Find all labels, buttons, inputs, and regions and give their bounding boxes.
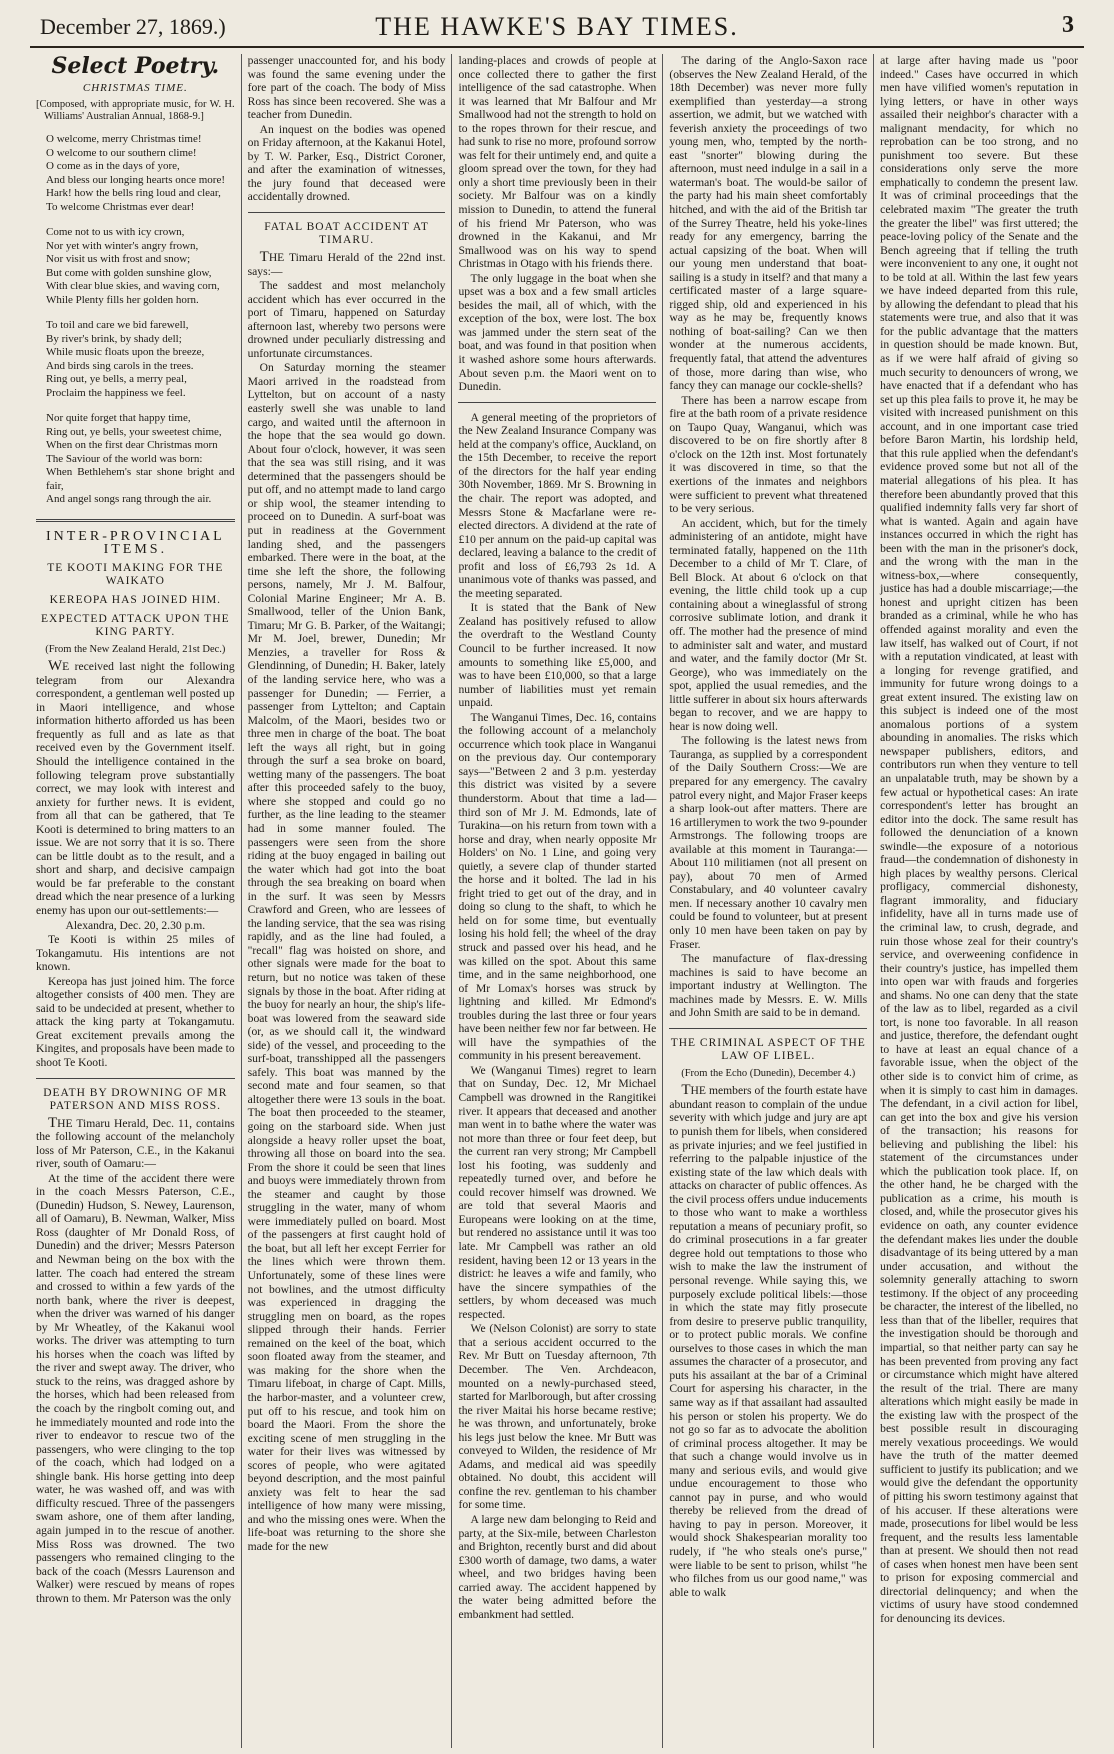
poem-line: Nor yet with winter's angry frown, <box>46 239 199 252</box>
paragraph: We (Nelson Colonist) are sorry to state that a serious accident occurred to the Rev. Mr Butt on Tuesday afternoon, 7th December. The Ven. Archdeacon, mounted on a newly-purchased steed, started for Marlborough, but after crossing the river Maitai his horse became restive; he was thrown, and unfortunately, broke his legs just below the knee. Mr Butt was conveyed to Wilden, the residence of Mr Adams, and medical aid was speedily obtained. No doubt, this accident will confine the rev. gentleman to his chamber for some time. <box>458 1322 657 1512</box>
poem-line: Hark! how the bells ring loud and clear, <box>46 187 221 200</box>
paragraph: On Saturday morning the steamer Maori arrived in the roadstead from Lyttelton, but on account of a nasty easterly swell she was unable to land cargo, and waited until the afternoon in the hope that the sea would go down. About four o'clock, however, it was seen that the sea was still rising, and it was determined that the passengers should be put off, and no attempt made to land cargo or ship wool, the steamer intending to proceed on to Dunedin. A surf-boat was put in readiness at the Government landing shed, and the passengers embarked. There were in the boat, at the time she left the shore, the following persons, namely, Mr J. M. Balfour, Colonial Marine Engineer; Mr A. B. Smallwood, teller of the Union Bank, Timaru; Mr G. B. Parker, of the Waitangi; Mr M. Joel, brewer, Dunedin; Mr Menzies, a traveller for Ross & Glendinning, of Dunedin; H. Baker, lately of the landing service here, who was a passenger for Dunedin; — Ferrier, a passenger from Lyttelton; and Captain Malcolm, of the Maori, besides two or three men in charge of the boat. The boat left the ways all right, but in going through the surf a sea broke on board, wetting many of the passengers. The boat after this proceeded safely to the buoy, where she stopped and could go no further, as the line leading to the steamer had in some manner fouled. The passengers were seen from the shore riding at the buoy engaged in bailing out the water which had got into the boat through the sea breaking on board when in the surf. It was seen by Messrs Crawford and Green, who are lessees of the landing service, that the sea was rising rapidly, and as the line had fouled, a "recall" flag was hoisted on shore, and other signals were made for the boat to return, but no notice was taken of these signals by those in the boat. After riding at the buoy for nearly an hour, the ship's life-boat was lowered from the seaward side (or, as we should call it, the windward side) of the vessel, and proceeding to the surf-boat, transshipped all the passengers safely. This boat was manned by the second mate and four seamen, so that altogether there were 13 souls in the boat. The boat then proceeded to the steamer, going on the starboard side. When just alongside a heavy roller upset the boat, throwing all those on board into the sea. From the shore it could be seen that lines and buoys were immediately thrown from the steamer and caught by those struggling in the water, many of whom were immediately pulled on board. Most of the passengers at first caught hold of the boat, but all left her except Ferrier for the lines which were thrown them. Unfortunately, some of these lines were not bowlines, and the utmost difficulty was experienced in dragging the struggling men on board, as the ropes slipped through their hands. Ferrier remained on the keel of the boat, which soon floated away from the steamer, and was making for the shore when the Timaru lifeboat, in charge of Capt. Mills, the harbor-master, and a volunteer crew, put off to his rescue, and took him on board the Maori. From the shore the exciting scene of men struggling in the water for their lives was witnessed by scores of people, who were agitated beyond description, and the most painful anxiety was felt to hear the sad intelligence of how many were missing, and who the missing ones were. When the life-boat was returning to the shore she made for the new <box>247 361 446 1553</box>
article-source: (From the New Zealand Herald, 21st Dec.) <box>45 643 226 655</box>
paragraph: THE Timaru Herald, Dec. 11, contains the following account of the melancholy loss of Mr Paterson, C.E., in the Kakanui river, south of Oamaru:— <box>36 1114 235 1171</box>
paragraph: THE members of the fourth estate have abundant reason to complain of the undue severity with which judge and jury are apt to punish them for libels, when considered as private injuries; and we feel justified in referring to the palpable injustice of the existing state of the law which deals with attacks on character of public offences. As the civil process offers undue inducements to those who want to make a worthless reputation a means of pecuniary profit, so do criminal prosecutions in a far greater degree hold out temptations to those who wish to make the law the instrument of personal revenge. While saying this, we purposely exclude political libels:—those in which the state may fitly prosecute from desire to preserve public tranquility, or to protect public morals. We confine ourselves to those cases in which the man assumes the character of a prosecutor, and puts his assailant at the bar of a Criminal Court for aspersing his character, in the same way as if that assailant had assaulted his person or stolen his property. We do not go so far as to advocate the abolition of criminal process altogether. It may be that such a change would involve us in many and serious evils, and would give undue encouragement to those who cannot pay in purse, and who would thereby be relieved from the dread of having to pay in person. Moreover, it would shock Shakespearian morality too rudely, if "he who steals one's purse," were liable to be sent to prison, whilst "he who filches from us our good name," was able to walk <box>669 1082 868 1599</box>
paragraph: WE received last night the following telegram from our Alexandra correspondent, a gentleman well posted up in Maori intelligence, and whose information hitherto afforded us has been frequently as full and as late as that received even by the Government itself. Should the intelligence contained in the following telegram prove substantially correct, we may look with interest and anxiety for further news. It is evident, from all that can be gathered, that Te Kooti is determined to bring matters to an issue. We are not sorry that it is so. There can be little doubt as to the result, and a short and sharp, and decisive campaign would be far preferable to the constant dread which the near presence of a lurking enemy has upon our out-settlements:— <box>36 658 235 917</box>
article-heading: FATAL BOAT ACCIDENT AT TIMARU. <box>264 221 429 247</box>
paragraph: The following is the latest news from Tauranga, as supplied by a correspondent of the Daily Southern Cross:—We are prepared for any emergency. The cavalry patrol every night, and Major Fraser keeps a sharp look-out after matters. There are 16 artillerymen to work the two 9-pounder Armstrongs. The following troops are available at this moment in Tauranga:—About 110 militiamen (not all present on pay), about 70 men of Armed Constabulary, and 40 volunteer cavalry men. If necessary another 10 cavalry men could be found to volunteer, but at present only 10 men have been taken on pay by Fraser. <box>669 734 868 951</box>
paragraph: passenger unaccounted for, and his body was found the same evening under the fore part of the coach. The body of Miss Ross has since been recovered. She was a teacher from Dunedin. <box>247 54 446 122</box>
poem-line: The Saviour of the world was born: <box>46 452 203 465</box>
column-1 <box>30 54 241 1748</box>
poem-line: Nor visit us with frost and snow; <box>46 253 191 266</box>
issue-date: December 27, 1869.) <box>40 14 226 39</box>
poem-stanza <box>46 412 235 507</box>
article-divider <box>669 1028 867 1029</box>
paragraph: at large after having made us "poor indeed." Cases have occurred in which men have vilified women's reputation in lying letters, or have in other ways assailed their neighbor's character with a malignant mendacity, for which no reprobation can be too strong, and no punishment too severe. But these considerations only serve the more emphatically to condemn the present law. It was of criminal proceedings that the celebrated maxim "The greater the truth the greater the libel" was first uttered; the peace-loving policy of the Senate and the Bench agreeing that if telling the truth were inconvenient to any one, it ought not to be told at all. Within the last few years we have indeed departed from this rule, by allowing the defendant to plead that his statements were true, and also that it was for the public advantage that the matters in question should be made known. But, as if we were half afraid of giving so much security to denouncers of wrong, we have enacted that if a defendant who has set up this plea fails to prove it, he may be visited with increased punishment on this account, and in one important case tried before Baron Martin, his lordship held, that this rule applied when the defendant's evidence proved some but not all of the material allegations of his plea. It has therefore been abundantly proved that this qualified indemnity falls very far short of what is wanted. Again and again have instances occurred in which the right has been with the man in the prisoner's dock, and the wrong with the man in the witness-box,—where consequently, justice has had a double miscarriage;—the honest and upright citizen has been branded as a criminal, while he who has offended against morality and even the law itself, has walked out of Court, if not with a reputation vindicated, at least with a longing for revenge gratified, and immunity for future wrong doings to a great extent insured. The existing law on this subject is indeed one of the most anomalous portions of a system abounding in anomalies. The risks which newspaper publishers, editors, and contributors run when they venture to tell an unpalatable truth, may be shown by a few actual or hypothetical cases: An irate correspondent's letter has brought an editor into the dock. The same result has followed the denunciation of a known swindle—the exposure of a notorious fraud—the condemnation of dishonesty in high places by wealthy persons. Clerical profligacy, commercial dishonesty, flagrant immorality, and fiduciary infidelity, have all in turns made use of the criminal law, to crush, degrade, and ruin those whose zeal for their country's service, and overweening confidence in their country's justice, has impelled them into open war with frauds and forgeries and shams. No one can deny that the state of the law as to libel, regarded as a civil tort, is none too favorable. In all reason and justice, therefore, the defendant ought to have at least an equal chance of a favorable issue, when the object of the other side is to convict him of crime, as when it is simply to cast him in damages. The defendant, in a civil action for libel, can get into the box and give his version of the transaction; his reasons for believing and publishing the libel: his statement of the circumstances under which the publication took place. If, on the other hand, he be charged with the publication as a crime, his mouth is closed, and, while the prosecutor gives his evidence on oath, any counter evidence the defendant makes lies under the double disadvantage of its being uttered by a man under accusation, and without the solemnity generally attaching to sworn testimony. If the object of any proceeding be character, the interest of the libelled, no less than that of the libeller, requires that the investigation should be thorough and impartial, so that neither party can say he has been prevented from proving any fact or circumstance which might have altered the result of the trial. There are many alterations which might easily be made in the existing law with the prospect of the best possible result in discouraging merely vexatious proceedings. We would have the truth of the matter deemed sufficient to justify its publication; and we would give the defendant the opportunity of pitting his sworn testimony against that of his accuser. If these alterations were made, prosecutions for libel would be less frequent, and the results less lamentable than at present. We should then not read of cases when honest men have been sent to prison for exposing commercial and directorial delinquency; and when the victims of usury have stood condemned for denouncing its devices. <box>880 54 1079 1625</box>
paragraph: The manufacture of flax-dressing machines is said to have become an important industry at Wellington. The machines made by Messrs. E. W. Mills and John Smith are said to be in demand. <box>669 952 868 1020</box>
poem-line: And angel songs rang through the air. <box>46 493 212 506</box>
poem-line: While music floats upon the breeze, <box>46 346 205 359</box>
poem-line: O welcome, merry Christmas time! <box>46 133 202 146</box>
article-heading: DEATH BY DROWNING OF MR PATERSON AND MISS ROSS. <box>43 1086 228 1112</box>
poem-line: Come not to us with icy crown, <box>46 226 185 239</box>
paragraph: The only luggage in the boat when she upset was a box and a few small articles besides the mail, all of which, with the exception of the box, were lost. The box was jammed under the stern seat of the boat, and was found in that position when it washed ashore some hours afterwards. About seven p.m. the Maori went on to Dunedin. <box>458 271 657 394</box>
section-heading: INTER-PROVINCIAL ITEMS. <box>45 528 225 557</box>
poem-line: Ring out, ye bells, your sweetest chime, <box>46 425 222 438</box>
paragraph: Te Kooti is within 25 miles of Tokangamutu. His intentions are not known. <box>36 933 235 974</box>
column-4 <box>662 54 873 1748</box>
article-source: (From the Echo (Dunedin), December 4.) <box>681 1067 856 1079</box>
poem-line: When on the first dear Christmas morn <box>46 439 218 452</box>
poem-credit: [Composed, with appropriate music, for W. H. Williams' Australian Annual, 1868-9.] <box>36 99 235 123</box>
poem-stanza <box>46 319 235 400</box>
paragraph: The saddest and most melancholy accident which has ever occurred in the port of Timaru, happened on Saturday afternoon last, whereby two persons were drowned under peculiarly distressing and unfortunate circumstances. <box>247 279 446 360</box>
paragraph: Kereopa has just joined him. The force altogether consists of 400 men. They are said to be undecided at present, whether to attack the king party at Tokangamutu. Great excitement prevails among the Kingites, and proposals have been made to shoot Te Kooti. <box>36 974 235 1069</box>
poem <box>36 133 235 507</box>
poem-line: Ring out, ye bells, a merry peal, <box>46 373 187 386</box>
column-5 <box>873 54 1084 1748</box>
article-subheading: KEREOPA HAS JOINED HIM. <box>49 593 222 606</box>
article-heading: TE KOOTI MAKING FOR THE WAIKATO <box>47 561 224 587</box>
poem-line: While Plenty fills her golden horn. <box>46 293 199 306</box>
newspaper-title: THE HAWKE'S BAY TIMES. <box>375 12 739 41</box>
poem-stanza <box>46 133 235 214</box>
article-subheading: EXPECTED ATTACK UPON THE KING PARTY. <box>40 612 230 638</box>
paragraph: It is stated that the Bank of New Zealand has positively refused to allow the overdraft to the Westland County Council to be further increased. It now amounts to something like £5,000, and was to have been £10,000, so that a large number of liabilities must yet remain unpaid. <box>458 601 657 710</box>
section-divider <box>36 519 235 522</box>
poem-title: CHRISTMAS TIME. <box>82 81 188 94</box>
page-number: 3 <box>1062 12 1074 38</box>
paragraph: An accident, which, but for the timely administering of an antidote, might have terminated fatally, happened on the 11th December to a child of Mr T. Clare, of Bell Block. At about 6 o'clock on that evening, the little child took up a cup containing about a wineglassful of strong corrosive sublimate lotion, and drank it off. The mother had the presence of mind to administer salt and water, and mustard and water, and the family doctor (Mr St. George), who was immediately on the spot, applied the usual remedies, and the little sufferer in about six hours afterwards began to recover, and we are happy to hear is now doing well. <box>669 516 868 733</box>
article-heading: THE CRIMINAL ASPECT OF THE LAW OF LIBEL. <box>670 1036 866 1062</box>
poem-line: Proclaim the happiness we feel. <box>46 386 186 399</box>
columns <box>30 54 1084 1748</box>
dateline: Alexandra, Dec. 20, 2.30 p.m. <box>65 918 206 932</box>
paragraph: An inquest on the bodies was opened on Friday afternoon, at the Kakanui Hotel, by T. W. Parker, Esq., District Coroner, and after the examination of witnesses, the jury found that deceased were accidentally drowned. <box>247 122 446 204</box>
poem-line: Nor quite forget that happy time, <box>46 412 191 425</box>
poem-line: By river's brink, by shady dell; <box>46 332 182 345</box>
poem-line: And birds sing carols in the trees. <box>46 359 194 372</box>
paragraph: A large new dam belonging to Reid and party, at the Six-mile, between Charleston and Brighton, recently burst and did about £300 worth of damage, two dams, a water wheel, and two bridges having been carried away. The accident happened by the water being admitted before the embankment had settled. <box>458 1512 657 1621</box>
paragraph: There has been a narrow escape from fire at the bath room of a private residence on Taupo Quay, Wanganui, which was discovered to be on fire shortly after 8 o'clock on the 12th inst. Most fortunately it was discovered in time, so that the exertions of the inmates and neighbors were sufficient to prevent what threatened to be very serious. <box>669 393 868 516</box>
poem-line: But come with golden sunshine glow, <box>46 266 212 279</box>
paragraph: The daring of the Anglo-Saxon race (observes the New Zealand Herald, of the 18th December) was never more fully exemplified than yesterday—a strong assertion, we admit, but we watched with feverish anxiety the proceedings of two young men, who, tempted by the north-east "snorter" blowing during the afternoon, must need indulge in a sail in a waterman's boat. The would-be sailor of the party had his main sheet comfortably hitched, and with the aid of the British tar of the Surrey Theatre, held his yoke-lines ready for any emergency, barring the actual capsizing of the boat. When will our young men understand that boat-sailing is a study in itself? and that many a certificated master of a large square-rigged ship, old and experienced in his way as he may be, frequently knows nothing of boat-sailing? Can we then wonder at the numerous accidents, frequently fatal, that attend the adventures of those, more daring than wise, who fancy they can manage our cockle-shells? <box>669 54 868 393</box>
article-divider <box>36 1078 235 1079</box>
poem-line: O come as in the days of yore, <box>46 160 180 173</box>
paragraph: The Wanganui Times, Dec. 16, contains the following account of a melancholy occurrence which took place in Wanganui on the previous day. Our contemporary says—"Between 2 and 3 p.m. yesterday this district was visited by a severe thunderstorm. About that time a lad—third son of Mr J. M. Edmonds, late of Turakina—on his return from town with a horse and dray, when nearly opposite Mr Holders' on No. 1 Line, and going very quietly, a severe clap of thunder started the horse and it bolted. The lad in his fright tried to get out of the dray, and in doing so clung to the shaft, to which he held on for some time, but eventually losing his hold fell; the wheel of the dray struck and passed over his head, and he was killed on the spot. About this same time, and in the same neighborhood, one of Mr Lomax's horses was struck by lightning and killed. Mr Edmond's troubles during the last three or four years have been neither few nor far between. He will have the sympathies of the community in his present bereavement. <box>458 710 657 1063</box>
column-2 <box>241 54 452 1748</box>
poem-line: O welcome to our southern clime! <box>46 146 197 159</box>
poem-line: To welcome Christmas ever dear! <box>46 200 195 213</box>
paragraph: A general meeting of the proprietors of the New Zealand Insurance Company was held at the company's office, Auckland, on the 15th December, to receive the report of the directors for the half year ending 30th November, 1869. Mr S. Browning in the chair. The report was adopted, and Messrs Stone & Macfarlane were re-elected directors. A dividend at the rate of £10 per annum on the paid-up capital was declared, leaving a balance to the credit of profit and loss of £6,793 2s 1d. A unanimous vote of thanks was passed, and the meeting separated. <box>458 410 657 600</box>
poem-line: With clear blue skies, and waving corn, <box>46 280 220 293</box>
masthead-rule <box>30 46 1084 48</box>
article-divider <box>248 212 446 213</box>
poetry-section-title: Select Poetry. <box>51 54 220 79</box>
poem-line: To toil and care we bid farewell, <box>46 319 189 332</box>
paragraph: At the time of the accident there were in the coach Messrs Paterson, C.E., (Dunedin) Hudson, S. Newey, Laurenson, all of Oamaru), B. Newman, Walker, Miss Ross (daughter of Mr Donald Ross, of Dunedin) and the driver; Messrs Paterson and Newman being on the box with the latter. The coach had entered the stream and crossed to within a few yards of the north bank, where the river is deepest, when the driver was warned of his danger by Mr Wheatley, of the Kakanui wool works. The driver was attempting to turn his horses when the coach was lifted by the river and swept away. The driver, who stuck to the reins, was dragged ashore by the horses, which had been released from the coach by the ringbolt coming out, and he immediately mounted and rode into the river to endeavor to rescue two of the passengers, who were clinging to the top of the coach, which had lodged on a shingle bank. His horse getting into deep water, he was washed off, and was with difficulty rescued. Three of the passengers swam ashore, one of them after landing, again jumped in to the rescue of another. Miss Ross was drowned. The two passengers who remained clinging to the back of the coach (Messrs Laurenson and Walker) were rescued by means of ropes thrown to them. Mr Paterson was the only <box>36 1171 235 1605</box>
article-divider <box>458 402 656 403</box>
paragraph: THE Timaru Herald of the 22nd inst. says:— <box>247 249 446 278</box>
column-3 <box>451 54 662 1748</box>
paragraph: landing-places and crowds of people at once collected there to gather the first intelligence of the sad catastrophe. When it was learned that Mr Balfour and Mr Smallwood had not the strength to hold on to the ropes thrown for their rescue, and had sunk to rise no more, profound sorrow was felt for their untimely end, and quite a gloom spread over the town, for they had only a short time previously been in their society. Mr Balfour was on a kindly mission to Dunedin, to attend the funeral of his friend Mr Paterson, who was drowned in the Kakanui, and Mr Smallwood was on his way to spend Christmas in Otago with his friends there. <box>458 54 657 271</box>
paragraph: We (Wanganui Times) regret to learn that on Sunday, Dec. 12, Mr Michael Campbell was drowned in the Rangitikei river. It appears that deceased and another man went in to bathe where the water was not more than three or four feet deep, but the current ran very strong; Mr Campbell lost his footing, was suddenly and repeatedly turned over, and before he could recover himself was drowned. We are told that several Maoris and Europeans were looking on at the time, but rendered no assistance until it was too late. Mr Campbell was rather an old resident, having been 12 or 13 years in the district: he leaves a wife and family, who have the sincere sympathies of the settlers, by whom deceased was much respected. <box>458 1063 657 1321</box>
poem-line: When Bethlehem's star shone bright and fair, <box>46 466 235 492</box>
poem-line: And bless our longing hearts once more! <box>46 173 226 186</box>
poem-stanza <box>46 226 235 307</box>
